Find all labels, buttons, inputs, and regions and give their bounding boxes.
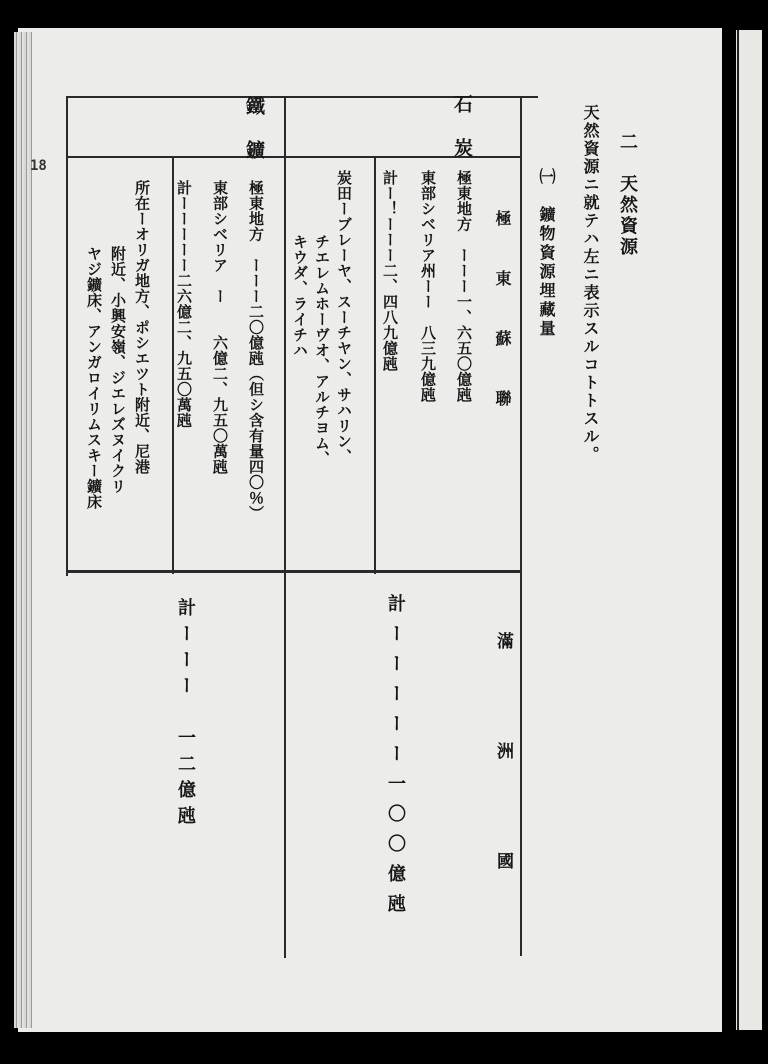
page-number: 18 — [30, 158, 47, 174]
row-label-iron: 鐵 鑛 — [243, 96, 265, 162]
section-subtitle: ㈠ 鑛物資源埋藏量 — [537, 168, 556, 339]
coal-soviet-east-siberia: 東部シベリア州ーー 八三九億瓲 — [419, 170, 437, 403]
iron-location-line-1: 所在ーオリガ地方、ポシエツト附近、尼港 — [133, 180, 151, 475]
coal-fields-line-1: 炭田ーブレーヤ、スーチヤン、サハリン、 — [335, 170, 353, 465]
iron-soviet-east-siberia: 東部シベリア ー 六億二、九五〇萬瓲 — [211, 180, 229, 475]
next-page-edge — [736, 30, 762, 1030]
table-section-rule — [68, 570, 522, 573]
coal-inner-rule — [374, 156, 376, 574]
iron-manchukuo-total: 計ーーー 一二億瓲 — [175, 598, 196, 832]
header-far-east-soviet: 極 東 蘇 聯 — [493, 210, 512, 420]
header-manchukuo: 滿 洲 國 — [493, 632, 513, 907]
iron-soviet-total: 計ーーーーー二六億二、九五〇萬瓲 — [175, 180, 193, 428]
row-label-coal: 石 炭 — [451, 94, 473, 160]
page-edge-stack — [14, 32, 32, 1028]
coal-manchukuo-total: 計ーーーーー一〇〇億瓲 — [385, 594, 406, 924]
coal-soviet-total: 計ー！ーーー二、四八九億瓲 — [381, 170, 399, 372]
iron-soviet-far-east: 極東地方 ーーー二〇億瓲（但シ含有量四〇％） — [247, 180, 265, 521]
iron-inner-rule — [172, 156, 174, 574]
iron-location-line-3: ヤジ鑛床、アンガロイリムスキー鑛床 — [85, 246, 103, 510]
iron-location-line-2: 附近、小興安嶺、ジエレズヌイクリ — [109, 246, 127, 494]
coal-fields-line-3: キウダ、ライチハ — [291, 234, 309, 358]
coal-iron-divider — [284, 96, 286, 958]
binding-line — [737, 30, 739, 1030]
coal-fields-line-2: チエレムホーヴオ、アルチヨム、 — [313, 234, 331, 467]
table-right-border — [520, 96, 522, 956]
coal-soviet-far-east: 極東地方 ーーー一、六五〇億瓲 — [455, 170, 473, 403]
table-left-border — [66, 96, 68, 576]
section-title: 二 天然資源 — [617, 132, 638, 258]
section-intro: 天然資源ニ就テハ左ニ表示スルコトトスル。 — [581, 104, 600, 464]
